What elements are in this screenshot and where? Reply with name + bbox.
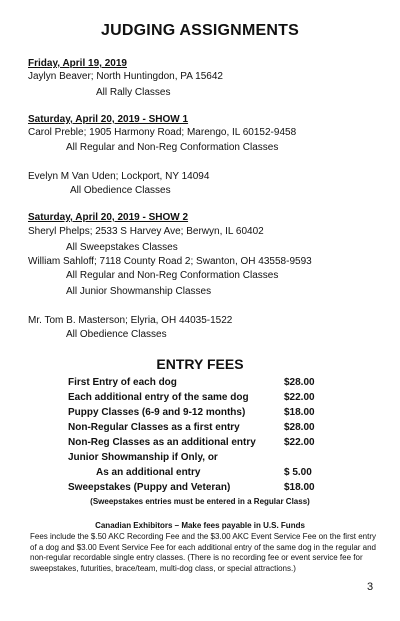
fee-label: Non-Regular Classes as a first entry (68, 422, 240, 433)
canadian-exhibitors-heading: Canadian Exhibitors – Make fees payable in U.S. Funds (95, 521, 305, 530)
fee-amount: $22.00 (284, 392, 315, 403)
saturday-show2-judge-3: Mr. Tom B. Masterson; Elyria, OH 44035-1522 (28, 315, 233, 326)
friday-judge: Jaylyn Beaver; North Huntingdon, PA 15642 (28, 71, 223, 82)
friday-date-heading: Friday, April 19, 2019 (28, 58, 127, 69)
fee-amount: $28.00 (284, 422, 315, 433)
saturday-show1-date-heading: Saturday, April 20, 2019 - SHOW 1 (28, 114, 189, 125)
saturday-show1-judge-2: Evelyn M Van Uden; Lockport, NY 14094 (28, 171, 210, 182)
fee-amount: $18.00 (284, 407, 315, 418)
saturday-show2-classes-2a: All Regular and Non-Reg Conformation Classes (66, 270, 279, 281)
saturday-show2-judge-1: Sheryl Phelps; 2533 S Harvey Ave; Berwyn, IL 60402 (28, 226, 264, 237)
fee-amount: $28.00 (284, 377, 315, 388)
fee-amount: $22.00 (284, 437, 315, 448)
friday-classes: All Rally Classes (96, 87, 171, 98)
fee-label: Sweepstakes (Puppy and Veteran) (68, 482, 231, 493)
canadian-exhibitors-body: Fees include the $.50 AKC Recording Fee and the $3.00 AKC Event Service Fee on the first entry of a dog and $3.00 Event Service Fee for each additional entry of the same dog in the regular and non-regular recordable single entry classes. (There is no recording fee or event service fee for sweepstakes, futurities, brace/team, multi-dog class, or special attractions.) (30, 532, 377, 573)
fee-amount: $ 5.00 (284, 467, 312, 478)
fee-label: As an additional entry (96, 467, 201, 478)
fee-amount: $18.00 (284, 482, 315, 493)
fee-label: First Entry of each dog (68, 377, 177, 388)
saturday-show2-classes-2b: All Junior Showmanship Classes (66, 286, 212, 297)
entry-fees-title: ENTRY FEES (156, 356, 244, 372)
fee-label: Puppy Classes (6-9 and 9-12 months) (68, 407, 246, 418)
saturday-show2-judge-2: William Sahloff; 7118 County Road 2; Swanton, OH 43558-9593 (28, 256, 312, 267)
saturday-show1-classes-1: All Regular and Non-Reg Conformation Classes (66, 142, 279, 153)
saturday-show2-classes-1: All Sweepstakes Classes (66, 242, 178, 253)
saturday-show1-judge-1: Carol Preble; 1905 Harmony Road; Marengo, IL 60152-9458 (28, 127, 297, 138)
sweepstakes-note: (Sweepstakes entries must be entered in a Regular Class) (90, 497, 310, 506)
saturday-show2-date-heading: Saturday, April 20, 2019 - SHOW 2 (28, 212, 189, 223)
fee-label: Junior Showmanship if Only, or (68, 452, 218, 463)
page-title: JUDGING ASSIGNMENTS (101, 22, 299, 39)
saturday-show2-classes-3: All Obedience Classes (66, 329, 167, 340)
fee-label: Non-Reg Classes as an additional entry (68, 437, 256, 448)
fee-label: Each additional entry of the same dog (68, 392, 249, 403)
saturday-show1-classes-2: All Obedience Classes (70, 185, 171, 196)
page-number: 3 (367, 581, 374, 593)
